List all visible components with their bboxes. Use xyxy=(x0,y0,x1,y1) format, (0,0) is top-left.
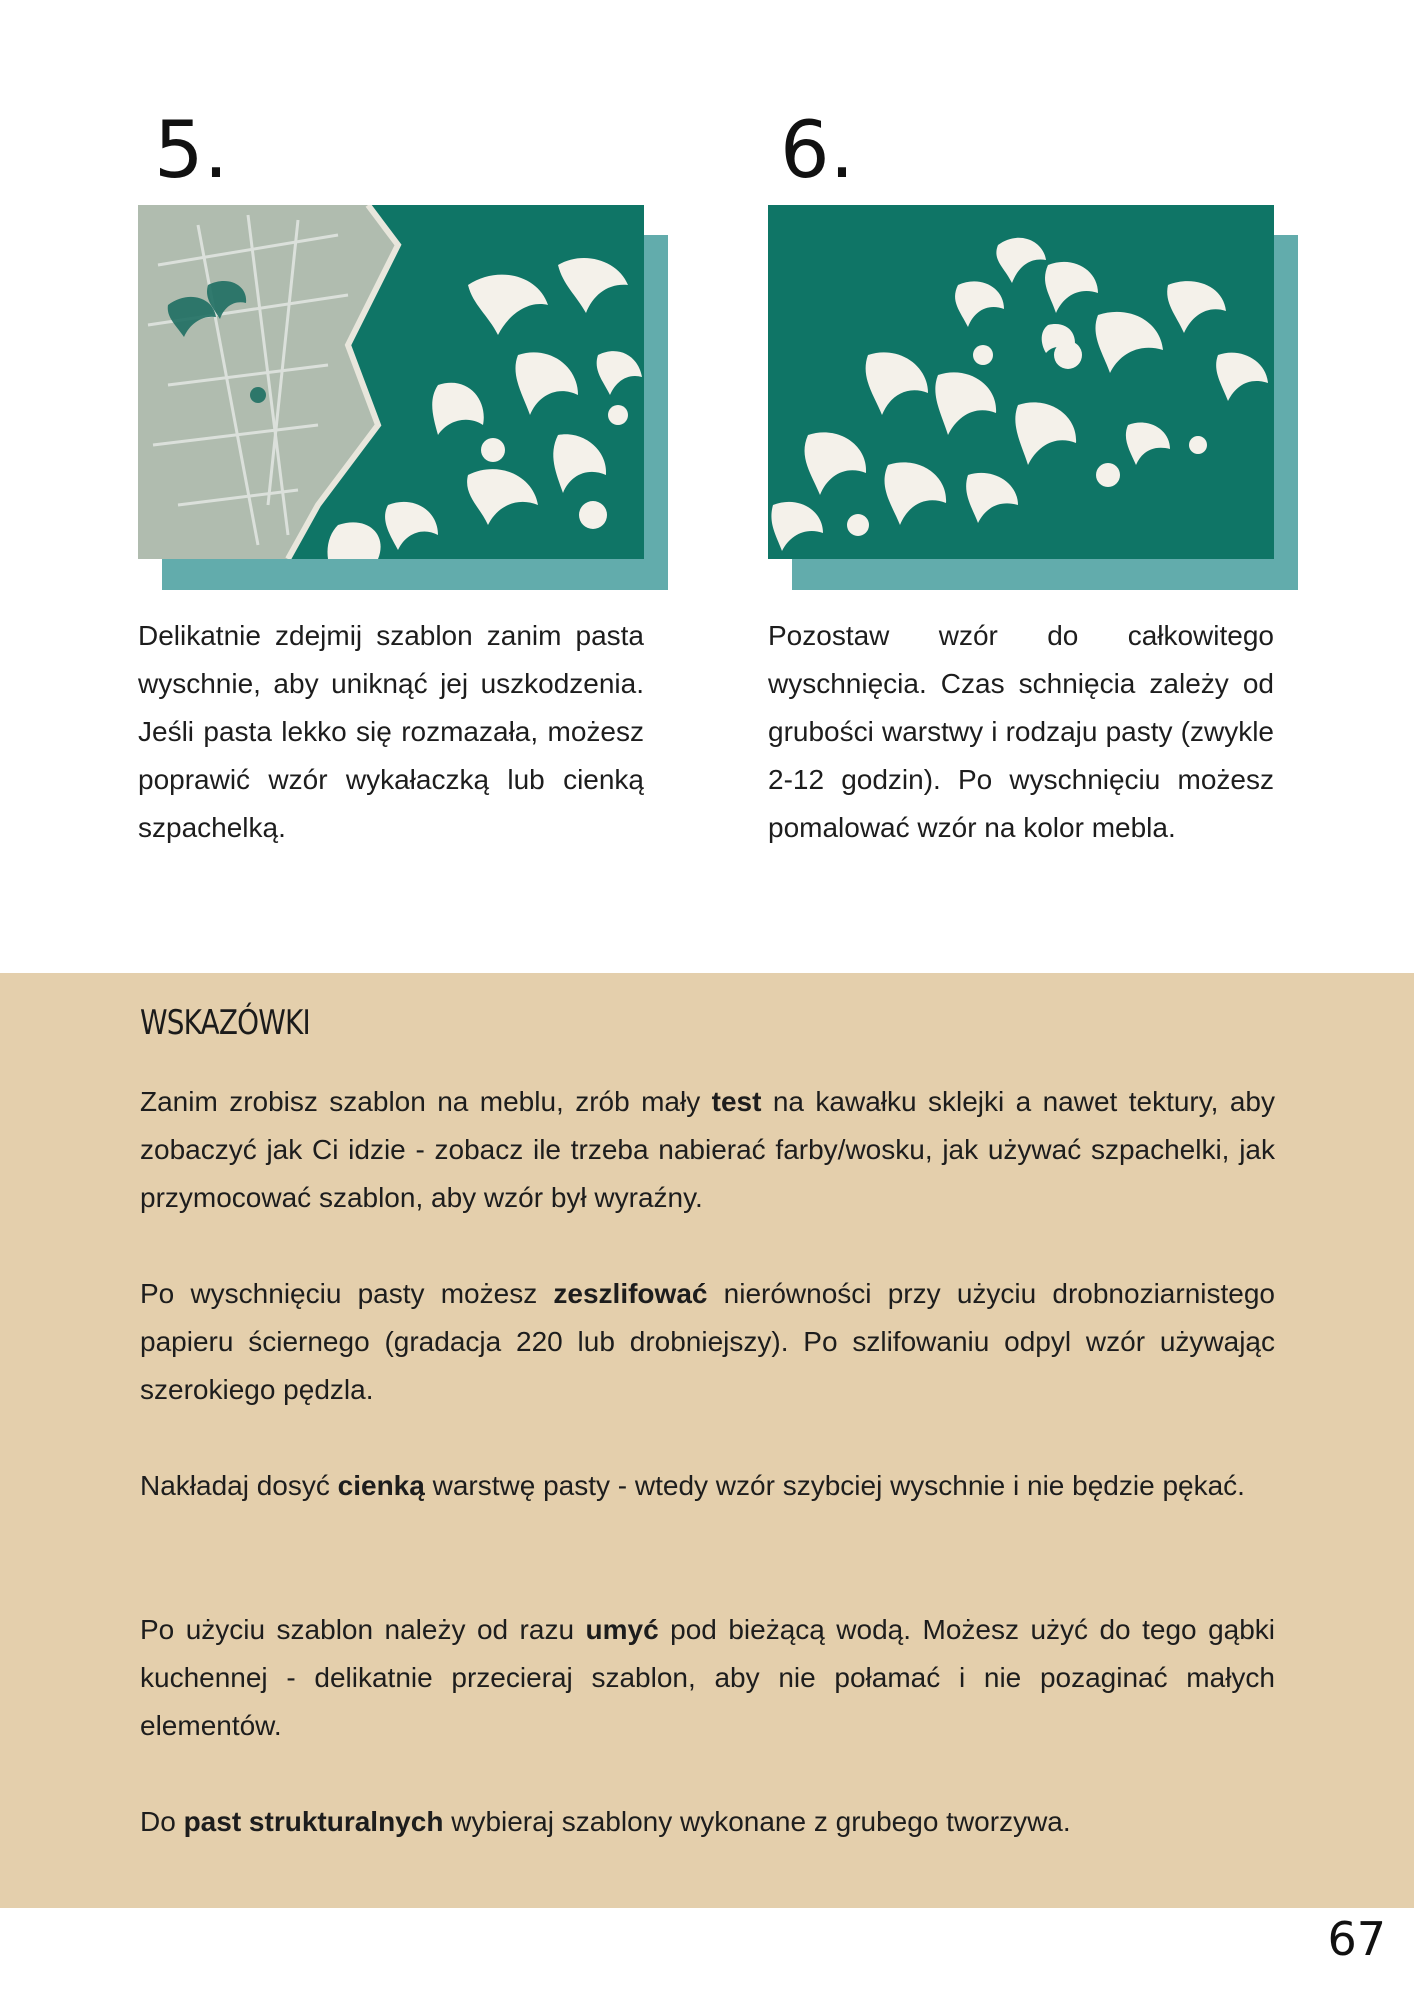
tip-item: Po użyciu szablon należy od razu umyć pod bieżącą wodą. Możesz użyć do tego gąbki kuchennej - delikatnie przecieraj szablon, aby nie połamać i nie pozaginać małych elementów. xyxy=(140,1614,1276,1741)
stencil-peeling-illustration xyxy=(138,205,644,559)
tip-item: Po wyschnięciu pasty możesz zeszlifować nierówności przy użyciu drobnoziarnistego papieru ściernego (gradacja 220 lub drobniejszy). Po szlifowaniu odpyl wzór używając szerokiego pędzla. xyxy=(140,1278,1275,1405)
tips-title: WSKAZÓWKI xyxy=(140,1003,310,1043)
step-5-description: Delikatnie zdejmij szablon zanim pasta wyschnie, aby uniknąć jej uszkodzenia. Jeśli pasta lekko się rozmazała, możesz poprawić wzór wykałaczką lub cienką szpachelką. xyxy=(138,620,644,843)
page-number: 67 xyxy=(1327,1912,1386,1966)
step-6-number: 6. xyxy=(780,106,855,196)
step-6-description: Pozostaw wzór do całkowitego wyschnięcia. Czas schnięcia zależy od grubości warstwy i rodzaju pasty (zwykle 2-12 godzin). Po wyschnięciu możesz pomalować wzór na kolor mebla. xyxy=(768,620,1274,843)
tip-item: Do past strukturalnych wybieraj szablony wykonane z grubego tworzywa. xyxy=(140,1806,1071,1837)
step-6-photo-block xyxy=(768,205,1298,590)
step-5-photo-block xyxy=(138,205,668,590)
tip-item: Zanim zrobisz szablon na meblu, zrób mały test na kawałku sklejki a nawet tektury, aby zobaczyć jak Ci idzie - zobacz ile trzeba nabierać farby/wosku, jak używać szpachelki, jak przymocować szablon, aby wzór był wyraźny. xyxy=(140,1086,1276,1213)
dried-pattern-photo xyxy=(768,205,1274,559)
step-5-number: 5. xyxy=(154,106,229,196)
tip-item: Nakładaj dosyć cienką warstwę pasty - wtedy wzór szybciej wyschnie i nie będzie pękać. xyxy=(140,1470,1245,1501)
dried-pattern-illustration xyxy=(768,205,1274,559)
stencil-peeling-photo xyxy=(138,205,644,559)
